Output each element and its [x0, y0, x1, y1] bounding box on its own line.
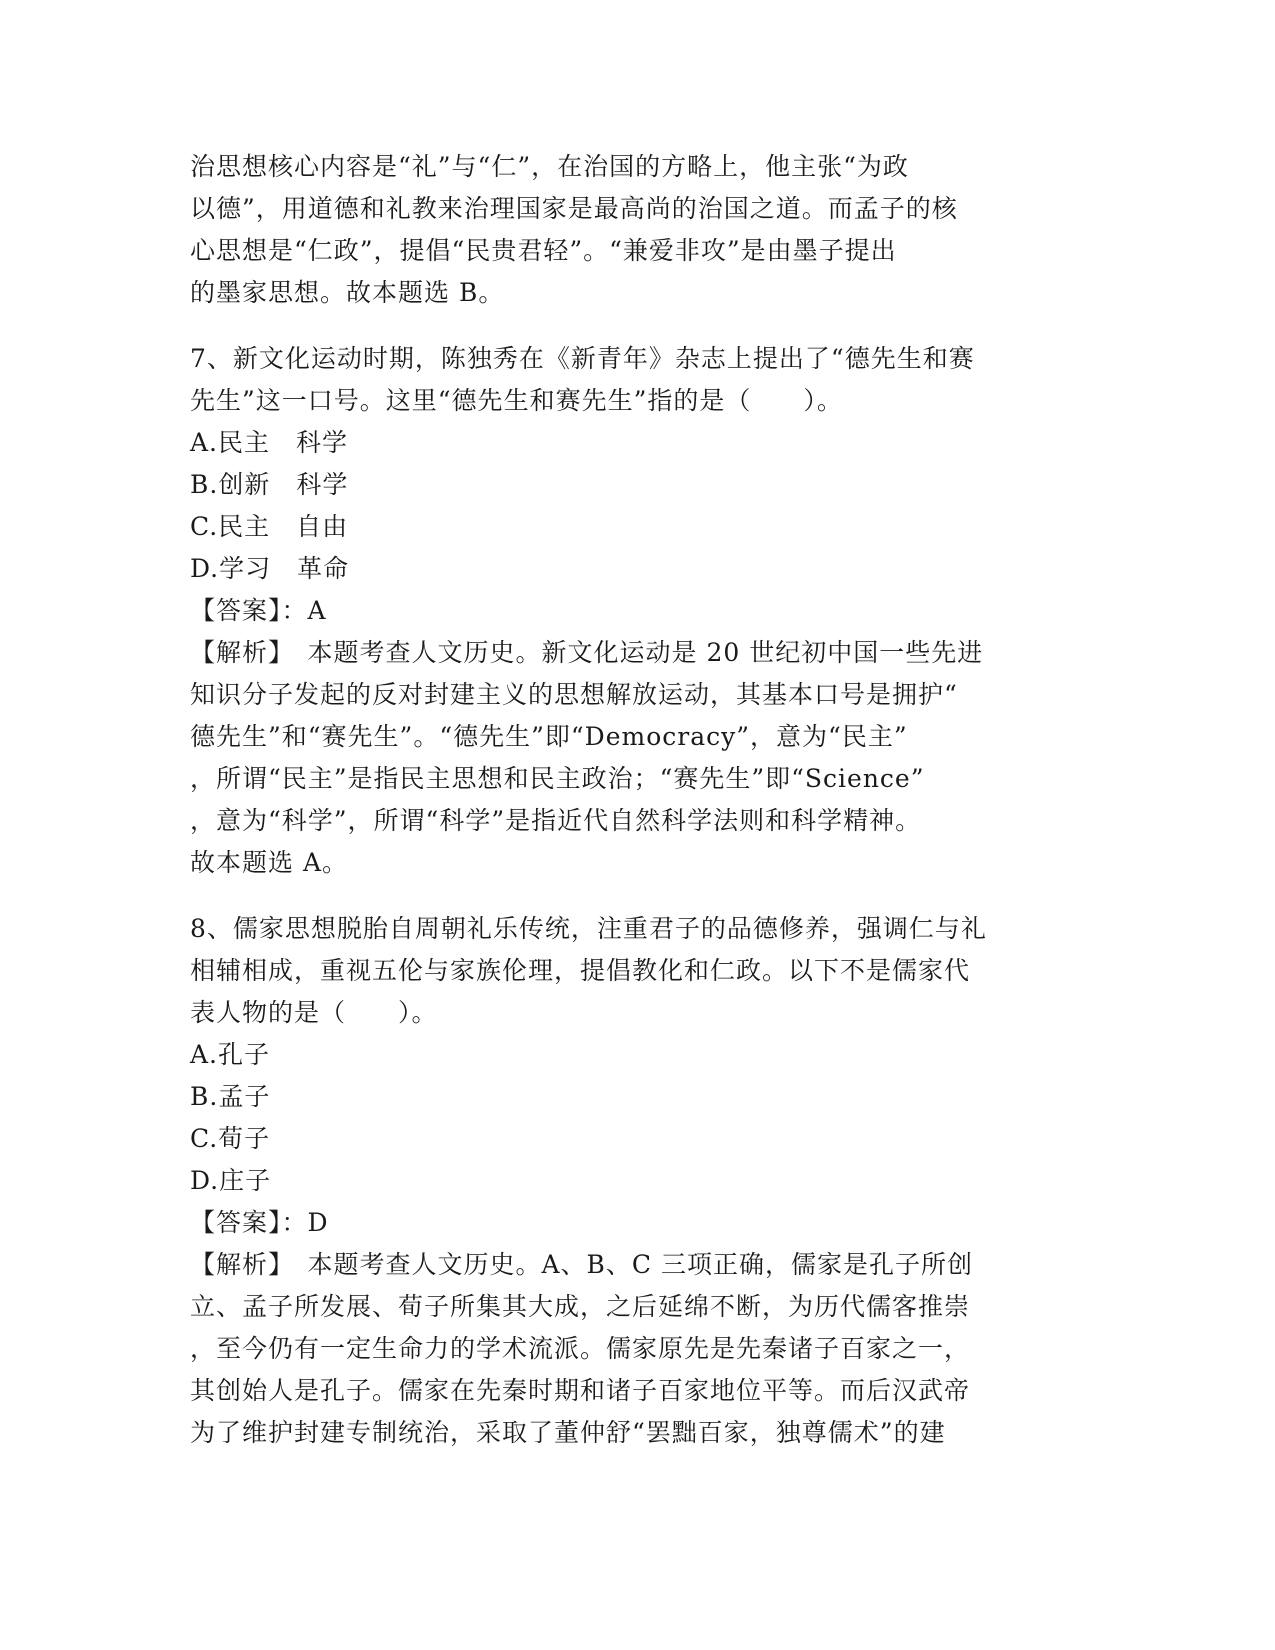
question-7-option-b: B.创新 科学: [190, 470, 349, 499]
question-8-option-b: B.孟子: [190, 1082, 271, 1111]
question-7-stem-line: 7、新文化运动时期，陈独秀在《新青年》杂志上提出了“德先生和赛: [190, 344, 975, 373]
question-7-answer: 【答案】：A: [190, 596, 327, 625]
prev-explanation-line: 治思想核心内容是“礼”与“仁”，在治国的方略上，他主张“为政: [190, 152, 909, 181]
question-7-explanation-line: ，所谓“民主”是指民主思想和民主政治；“赛先生”即“Science”: [190, 764, 925, 793]
question-7-option-a: A.民主 科学: [190, 428, 349, 457]
question-8-answer: 【答案】：D: [190, 1208, 329, 1237]
question-8-stem-line: 8、儒家思想脱胎自周朝礼乐传统，注重君子的品德修养，强调仁与礼: [190, 914, 987, 943]
question-7-explanation-line: ，意为“科学”，所谓“科学”是指近代自然科学法则和科学精神。: [190, 806, 922, 835]
prev-explanation-line: 的墨家思想。故本题选 B。: [190, 278, 505, 307]
question-7-explanation-line: 【解析】 本题考查人文历史。新文化运动是 20 世纪初中国一些先进: [190, 638, 984, 667]
question-8-option-c: C.荀子: [190, 1124, 271, 1153]
question-8-option-a: A.孔子: [190, 1040, 271, 1069]
prev-explanation-line: 以德”，用道德和礼教来治理国家是最高尚的治国之道。而孟子的核: [190, 194, 958, 223]
question-7-stem-line: 先生”这一口号。这里“德先生和赛先生”指的是（ ）。: [190, 386, 843, 415]
question-8-explanation-line: 为了维护封建专制统治，采取了董仲舒“罢黜百家，独尊儒术”的建: [190, 1418, 946, 1447]
question-7-option-d: D.学习 革命: [190, 554, 350, 583]
question-8-explanation-line: ，至今仍有一定生命力的学术流派。儒家原先是先秦诸子百家之一，: [190, 1334, 971, 1363]
question-8-stem-line: 相辅相成，重视五伦与家族伦理，提倡教化和仁政。以下不是儒家代: [190, 956, 971, 985]
question-8-option-d: D.庄子: [190, 1166, 272, 1195]
question-7-explanation-line: 德先生”和“赛先生”。“德先生”即“Democracy”，意为“民主”: [190, 722, 908, 751]
question-7-option-c: C.民主 自由: [190, 512, 349, 541]
question-7-explanation-line: 故本题选 A。: [190, 848, 349, 877]
question-8-stem-line: 表人物的是（ ）。: [190, 998, 438, 1027]
question-8-explanation-line: 立、孟子所发展、荀子所集其大成，之后延绵不断，为历代儒客推崇: [190, 1292, 971, 1321]
question-8-explanation-line: 其创始人是孔子。儒家在先秦时期和诸子百家地位平等。而后汉武帝: [190, 1376, 971, 1405]
prev-explanation-line: 心思想是“仁政”，提倡“民贵君轻”。“兼爱非攻”是由墨子提出: [190, 236, 897, 265]
question-8-explanation-line: 【解析】 本题考查人文历史。A、B、C 三项正确，儒家是孔子所创: [190, 1250, 974, 1279]
question-7-explanation-line: 知识分子发起的反对封建主义的思想解放运动，其基本口号是拥护“: [190, 680, 958, 709]
